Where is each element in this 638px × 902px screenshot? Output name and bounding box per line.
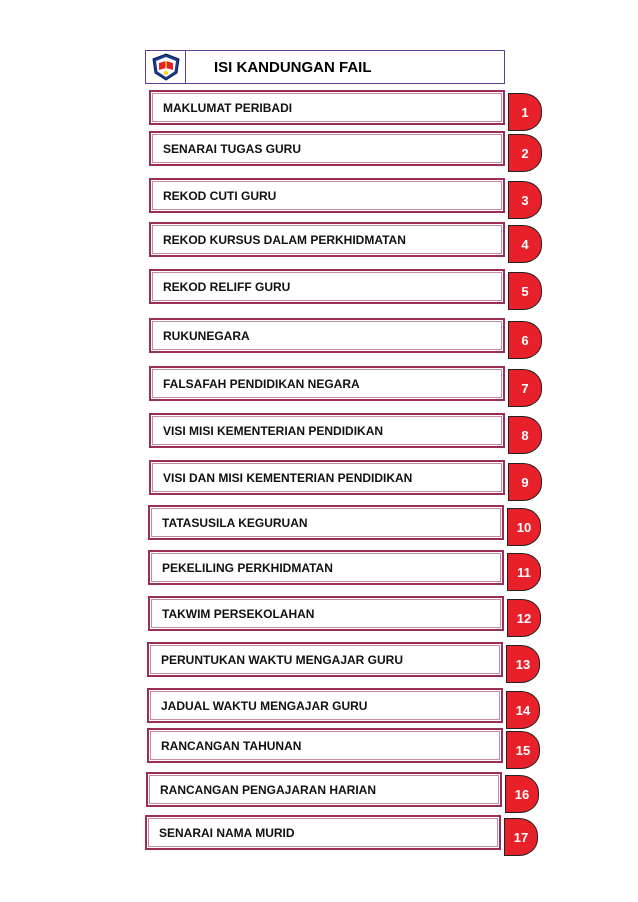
item-number-tab[interactable]: 4 xyxy=(508,225,542,263)
list-item[interactable] xyxy=(0,728,638,763)
item-number-tab[interactable]: 8 xyxy=(508,416,542,454)
item-number-tab[interactable]: 14 xyxy=(506,691,540,729)
list-item[interactable] xyxy=(0,815,638,850)
item-number-tab[interactable]: 7 xyxy=(508,369,542,407)
item-label: MAKLUMAT PERIBADI xyxy=(163,100,293,115)
list-item[interactable] xyxy=(0,178,638,213)
item-number-tab[interactable]: 13 xyxy=(506,645,540,683)
list-item[interactable] xyxy=(0,318,638,353)
item-label: PEKELILING PERKHIDMATAN xyxy=(162,560,333,575)
item-label: JADUAL WAKTU MENGAJAR GURU xyxy=(161,698,368,713)
item-label: REKOD KURSUS DALAM PERKHIDMATAN xyxy=(163,232,406,247)
item-label: RUKUNEGARA xyxy=(163,328,250,343)
item-number-tab[interactable]: 11 xyxy=(507,553,541,591)
page-title: ISI KANDUNGAN FAIL xyxy=(214,58,372,76)
item-label-box[interactable] xyxy=(149,318,505,353)
item-label-box[interactable] xyxy=(147,688,503,723)
item-label: SENARAI TUGAS GURU xyxy=(163,141,302,156)
item-label-box[interactable] xyxy=(145,815,501,850)
list-item[interactable] xyxy=(0,413,638,448)
item-label-box[interactable] xyxy=(148,505,504,540)
item-number-tab[interactable]: 3 xyxy=(508,181,542,219)
list-item[interactable] xyxy=(0,688,638,723)
item-label-box[interactable] xyxy=(149,366,505,401)
item-number-tab[interactable]: 17 xyxy=(504,818,538,856)
item-label-box[interactable] xyxy=(149,131,505,166)
item-label-box[interactable] xyxy=(149,413,505,448)
item-label-box[interactable] xyxy=(149,269,505,304)
item-label-box[interactable] xyxy=(146,772,502,807)
item-number-tab[interactable]: 6 xyxy=(508,321,542,359)
item-label-box[interactable] xyxy=(148,550,504,585)
list-item[interactable] xyxy=(0,90,638,125)
list-item[interactable] xyxy=(0,505,638,540)
list-item[interactable] xyxy=(0,642,638,677)
list-item[interactable] xyxy=(0,131,638,166)
list-item[interactable] xyxy=(0,460,638,495)
item-label-box[interactable] xyxy=(149,90,505,125)
list-item[interactable] xyxy=(0,596,638,631)
item-number-tab[interactable]: 5 xyxy=(508,272,542,310)
item-label: RANCANGAN TAHUNAN xyxy=(161,738,302,753)
item-label-box[interactable] xyxy=(147,728,503,763)
list-item[interactable] xyxy=(0,772,638,807)
item-label: VISI DAN MISI KEMENTERIAN PENDIDIKAN xyxy=(163,470,413,485)
item-label: TATASUSILA KEGURUAN xyxy=(162,515,308,530)
list-item[interactable] xyxy=(0,550,638,585)
item-label-box[interactable] xyxy=(148,596,504,631)
item-number-tab[interactable]: 12 xyxy=(507,599,541,637)
item-label-box[interactable] xyxy=(147,642,503,677)
item-label: PERUNTUKAN WAKTU MENGAJAR GURU xyxy=(161,652,403,667)
item-label: REKOD RELIFF GURU xyxy=(163,279,291,294)
item-number-tab[interactable]: 15 xyxy=(506,731,540,769)
item-label: REKOD CUTI GURU xyxy=(163,188,277,203)
item-number-tab[interactable]: 10 xyxy=(507,508,541,546)
item-label-box[interactable] xyxy=(149,178,505,213)
item-label: FALSAFAH PENDIDIKAN NEGARA xyxy=(163,376,360,391)
item-label-box[interactable] xyxy=(149,460,505,495)
item-number-tab[interactable]: 16 xyxy=(505,775,539,813)
item-number-tab[interactable]: 9 xyxy=(508,463,542,501)
item-number-tab[interactable]: 2 xyxy=(508,134,542,172)
list-item[interactable] xyxy=(0,269,638,304)
item-number-tab[interactable]: 1 xyxy=(508,93,542,131)
item-label-box[interactable] xyxy=(149,222,505,257)
list-item[interactable] xyxy=(0,222,638,257)
list-item[interactable] xyxy=(0,366,638,401)
item-label: SENARAI NAMA MURID xyxy=(159,825,295,840)
item-label: RANCANGAN PENGAJARAN HARIAN xyxy=(160,782,377,797)
item-label: VISI MISI KEMENTERIAN PENDIDIKAN xyxy=(163,423,384,438)
item-label: TAKWIM PERSEKOLAHAN xyxy=(162,606,315,621)
